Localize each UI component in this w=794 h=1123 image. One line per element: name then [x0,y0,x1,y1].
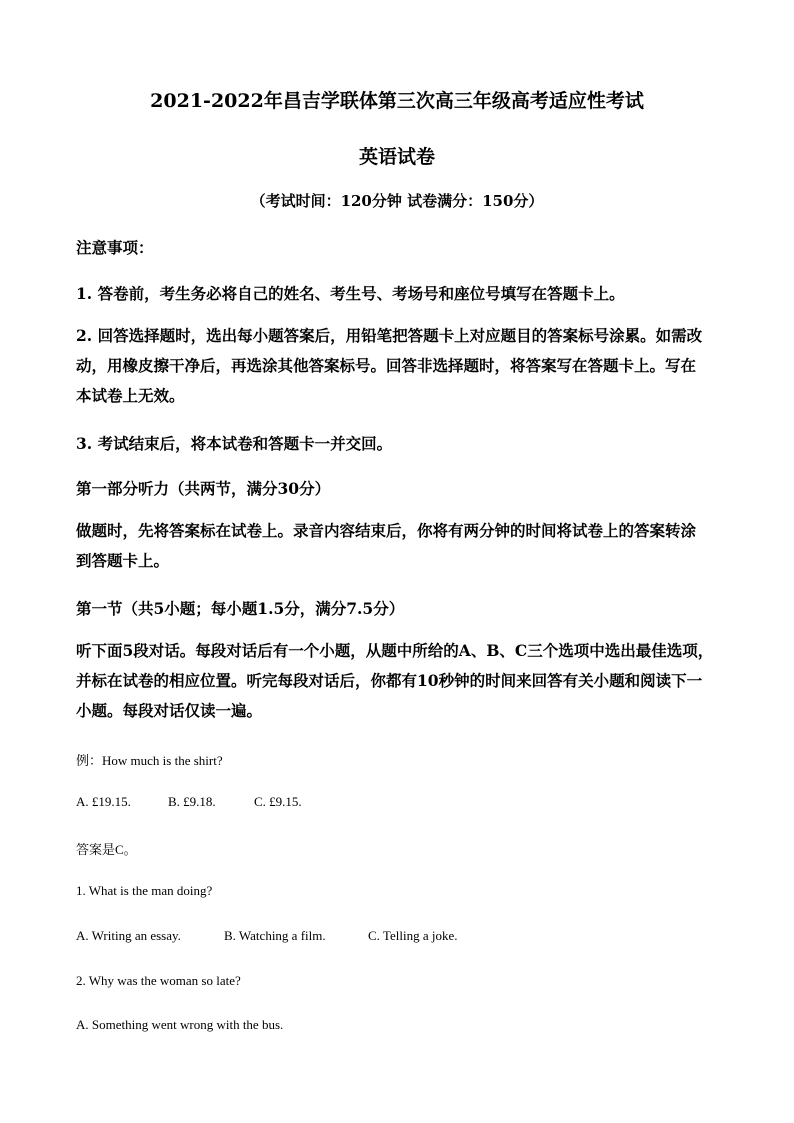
question-1-option-b: B. Watching a film. [224,928,326,943]
section1-instruction [76,636,726,726]
part1-instruction-line: 到答题卡上。 [76,551,170,570]
notice-item-1: 1. 答卷前，考生务必将自己的姓名、考生号、考场号和座位号填写在答题卡上。 [76,284,625,303]
notice-item-2 [76,321,726,411]
question-1-options [76,928,726,944]
example-option-b: B. £9.18. [168,794,216,809]
part1-heading: 第一部分听力（共两节，满分30分） [76,479,331,498]
subject-title: 英语试卷 [358,146,435,168]
notice-item-3: 3. 考试结束后，将本试卷和答题卡一并交回。 [76,434,393,453]
question-1: 1. What is the man doing? [76,883,213,898]
question-1-option-a: A. Writing an essay. [76,928,181,943]
section1-instruction-line: 小题。每段对话仅读一遍。 [76,701,263,720]
section1-instruction-line: 听下面5段对话。每段对话后有一个小题，从题中所给的A、B、C三个选项中选出最佳选项， [76,641,714,660]
example-option-c: C. £9.15. [254,794,302,809]
part1-instruction [76,516,726,576]
exam-info: （考试时间：120分钟 试卷满分：150分） [250,192,544,210]
section1-heading: 第一节（共5小题；每小题1.5分，满分7.5分） [76,599,405,618]
question-1-option-c: C. Telling a joke. [368,928,458,943]
question-2: 2. Why was the woman so late? [76,973,241,988]
section1-instruction-line: 并标在试卷的相应位置。听完每段对话后，你都有10秒钟的时间来回答有关小题和阅读下一 [76,671,703,690]
example-option-a: A. £19.15. [76,794,131,809]
part1-instruction-line: 做题时，先将答案标在试卷上。录音内容结束后，你将有两分钟的时间将试卷上的答案转涂 [76,521,697,540]
notice-heading: 注意事项： [76,238,154,257]
notice-item-2-line: 动，用橡皮擦干净后，再选涂其他答案标号。回答非选择题时，将答案写在答题卡上。写在 [76,356,697,375]
question-2-option-a: A. Something went wrong with the bus. [76,1017,284,1032]
example-question: 例：How much is the shirt? [76,753,223,768]
example-answer: 答案是C。 [76,842,137,857]
exam-title: 2021-2022年昌吉学联体第三次高三年级高考适应性考试 [150,90,644,112]
example-options [76,794,726,810]
notice-item-2-line: 2. 回答选择题时，选出每小题答案后，用铅笔把答题卡上对应题目的答案标号涂累。如需改 [76,326,703,345]
notice-item-2-line: 本试卷上无效。 [76,386,185,405]
